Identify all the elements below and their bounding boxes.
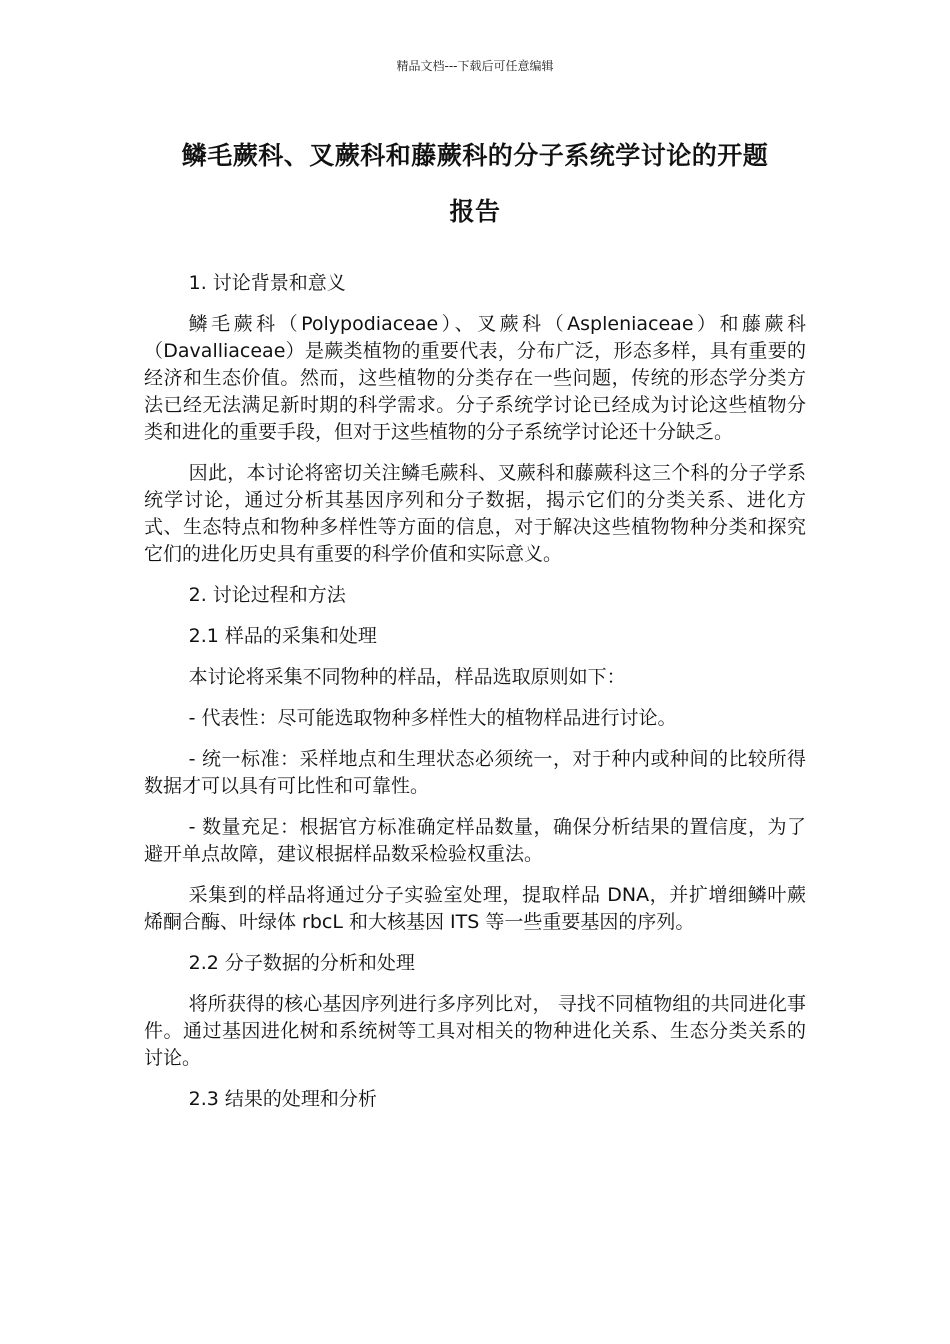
paragraph-background: 鳞毛蕨科（Polypodiaceae）、叉蕨科（Aspleniaceae）和藤蕨科（Davalliaceae）是蕨类植物的重要代表，分布广泛，形态多样，具有重要的经济和生态价值。然而，这些植物的分类存在一些问题，传统的形态学分类方法已经无法满足新时期的科学需求。分子系统学讨论已经成为讨论这些植物分类和进化的重要手段，但对于这些植物的分子系统学讨论还十分缺乏。 <box>144 313 806 443</box>
document-title <box>140 128 810 240</box>
paragraph-data-analysis: 将所获得的核心基因序列进行多序列比对， 寻找不同植物组的共同进化事件。通过基因进化树和系统树等工具对相关的物种进化关系、生态分类关系的讨论。 <box>144 993 806 1069</box>
page-header: 精品文档---下载后可任意编辑 <box>396 59 554 73</box>
list-item-sufficient-quantity: - 数量充足：根据官方标准确定样品数量，确保分析结果的置信度，为了避开单点故障，建议根据样品数采检验权重法。 <box>144 816 806 865</box>
section-heading-2: 2. 讨论过程和方法 <box>188 584 346 606</box>
paragraph-sampling-intro: 本讨论将采集不同物种的样品，样品选取原则如下： <box>188 666 626 688</box>
section-heading-1: 1. 讨论背景和意义 <box>188 272 346 294</box>
list-item-representative: - 代表性：尽可能选取物种多样性大的植物样品进行讨论。 <box>188 707 677 729</box>
document-title-line2: 报告 <box>449 197 501 226</box>
list-item-unified-standard: - 统一标准：采样地点和生理状态必须统一，对于种内或种间的比较所得数据才可以具有可比性和可靠性。 <box>144 748 806 797</box>
subsection-heading-2-2: 2.2 分子数据的分析和处理 <box>188 952 415 974</box>
paragraph-lab-processing: 采集到的样品将通过分子实验室处理，提取样品 DNA，并扩增细鳞叶蕨烯酮合酶、叶绿体 rbcL 和大核基因 ITS 等一些重要基因的序列。 <box>144 884 806 933</box>
document-body <box>144 270 806 1127</box>
document-title-line1: 鳞毛蕨科、叉蕨科和藤蕨科的分子系统学讨论的开题 <box>181 141 769 170</box>
paragraph-significance: 因此，本讨论将密切关注鳞毛蕨科、叉蕨科和藤蕨科这三个科的分子学系统学讨论，通过分析其基因序列和分子数据，揭示它们的分类关系、进化方式、生态特点和物种多样性等方面的信息，对于解决这些植物物种分类和探究它们的进化历史具有重要的科学价值和实际意义。 <box>144 462 806 565</box>
subsection-heading-2-3: 2.3 结果的处理和分析 <box>188 1088 377 1110</box>
subsection-heading-2-1: 2.1 样品的采集和处理 <box>188 625 377 647</box>
